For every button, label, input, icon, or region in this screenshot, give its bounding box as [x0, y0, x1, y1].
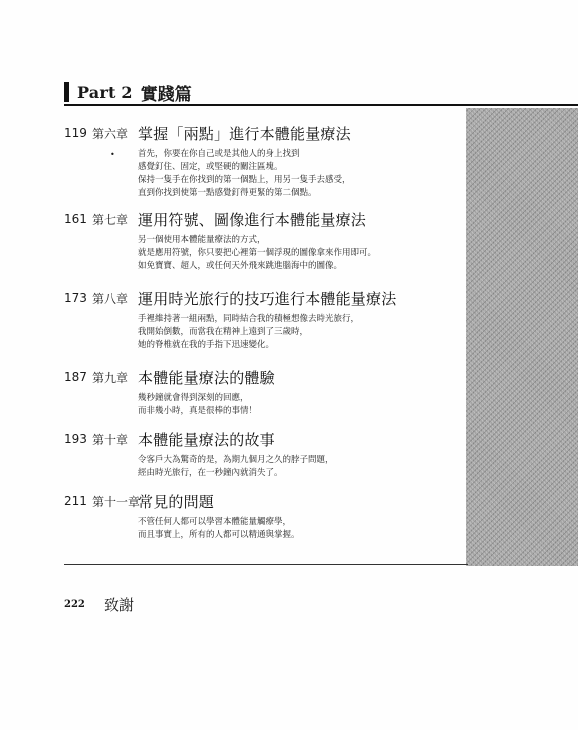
summary-line: 首先，你要在你自己或是其他人的身上找到	[138, 149, 300, 159]
summary-line: 直到你找到使第一點感覺釘得更緊的第二個點。	[138, 188, 317, 198]
summary-line: 她的脊椎就在我的手指下迅速變化。	[138, 340, 275, 350]
summary-line: 令客戶大為驚奇的是，為期九個月之久的脖子問題，	[138, 455, 334, 465]
chapter-title: 本體能量療法的故事	[138, 430, 275, 449]
page-number: 211	[64, 494, 87, 508]
chapter-summary	[138, 313, 464, 352]
chapter-summary	[138, 392, 464, 418]
chapter-summary	[138, 234, 464, 273]
section-rule	[64, 564, 468, 565]
toc-entry-chapter-7	[64, 208, 464, 273]
chapter-title: 掌握「兩點」進行本體能量療法	[138, 124, 351, 143]
chapter-title: 常見的問題	[138, 492, 215, 511]
summary-line: 保持一隻手在你找到的第一個點上，用另一隻手去感受，	[138, 175, 351, 185]
chapter-summary	[138, 454, 464, 480]
toc-entry-chapter-11	[64, 490, 464, 542]
summary-line: 就是應用符號，你只要把心裡第一個浮現的圖像拿來作用即可。	[138, 248, 377, 258]
part-header	[64, 80, 192, 104]
part-title: 實踐篇	[140, 84, 192, 105]
summary-line: 幾秒鐘就會得到深刻的回應，	[138, 393, 249, 403]
page-number: 161	[64, 212, 87, 226]
summary-line: 不管任何人都可以學習本體能量觸療學，	[138, 517, 292, 527]
chapter-title: 運用時光旅行的技巧進行本體能量療法	[138, 289, 397, 308]
page-number: 119	[64, 126, 87, 140]
header-rule	[64, 104, 578, 106]
chapter-title: 運用符號、圖像進行本體能量療法	[138, 210, 367, 229]
page-number: 193	[64, 432, 87, 446]
part-marker-bar	[64, 82, 69, 102]
summary-line: 如免寶寶、超人，或任何天外飛來跳進腦海中的圖像。	[138, 261, 343, 271]
part-label: Part 2	[77, 82, 133, 102]
summary-line: 手裡維持著一組兩點，同時結合我的積極想像去時光旅行，	[138, 314, 360, 324]
toc-entry-chapter-9	[64, 366, 464, 418]
chapter-number: 第九章	[92, 370, 129, 385]
chapter-number: 第十一章	[92, 494, 141, 509]
summary-line: 我開始倒數，而當我在精神上遠到了三歲時，	[138, 327, 309, 337]
toc-entry-chapter-8	[64, 287, 464, 352]
chapter-number: 第十章	[92, 432, 129, 447]
chapter-title: 本體能量療法的體驗	[138, 368, 275, 387]
summary-line: 感覺釘住、固定，或堅硬的關注區塊。	[138, 162, 283, 172]
page-number: 173	[64, 291, 87, 305]
page-number: 222	[64, 599, 85, 610]
bullet-mark: •	[110, 150, 115, 159]
toc-entry-chapter-10	[64, 428, 464, 480]
decorative-sidebar	[466, 108, 578, 566]
page-number: 187	[64, 370, 87, 384]
chapter-number: 第七章	[92, 212, 129, 227]
summary-line: 而非幾小時，真是很棒的事情！	[138, 406, 258, 416]
chapter-number: 第六章	[92, 126, 129, 141]
toc-entry-acknowledgements	[64, 594, 134, 615]
chapter-summary	[138, 516, 464, 542]
chapter-number: 第八章	[92, 291, 129, 306]
summary-line: 經由時光旅行，在一秒鐘內就消失了。	[138, 468, 283, 478]
summary-line: 另一個使用本體能量療法的方式，	[138, 235, 266, 245]
summary-line: 而且事實上，所有的人都可以精通與掌握。	[138, 530, 300, 540]
chapter-summary	[138, 148, 464, 200]
acknowledgements-title: 致謝	[104, 596, 135, 614]
toc-entry-chapter-6	[64, 122, 464, 200]
